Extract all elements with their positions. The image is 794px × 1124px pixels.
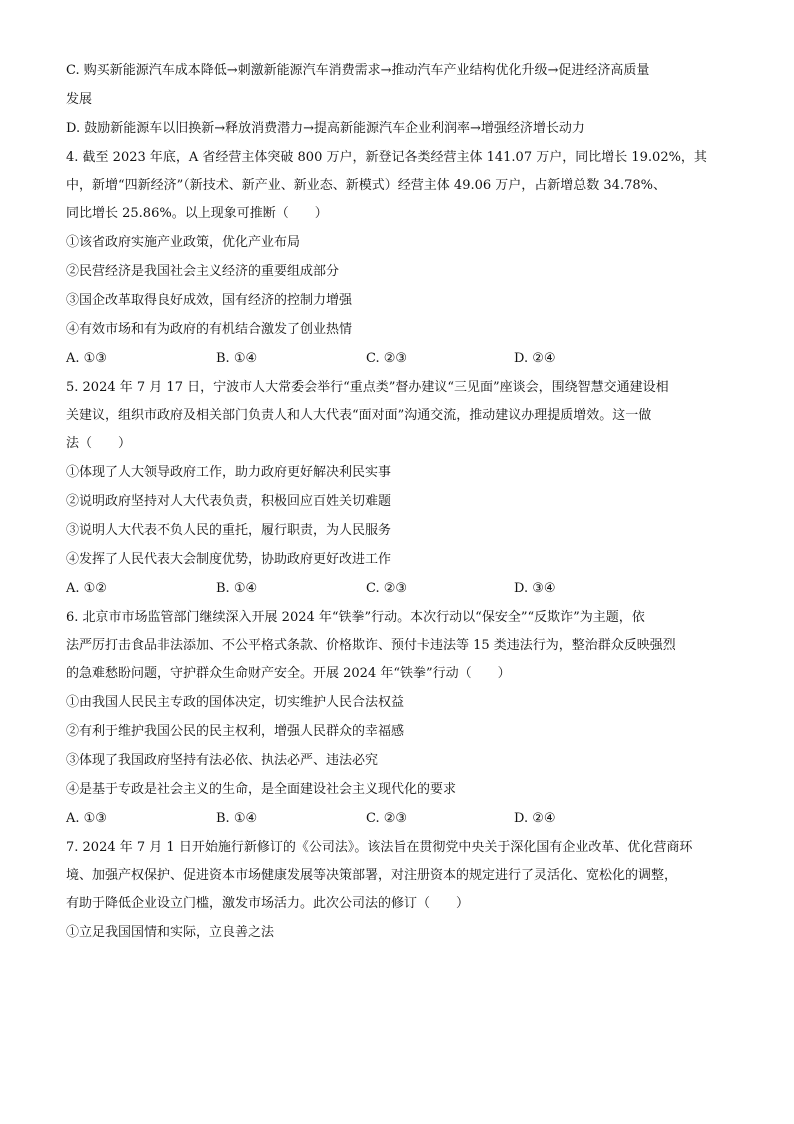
q6-stem-line3: 的急难愁盼问题，守护群众生命财产安全。开展 2024 年“铁拳”行动（ ） bbox=[66, 666, 511, 681]
q7-statement-1: ①立足我国国情和实际，立良善之法 bbox=[66, 925, 275, 940]
q3-option-c-line1: C. 购买新能源汽车成本降低→刺激新能源汽车消费需求→推动汽车产业结构优化升级→促进经济高质量 bbox=[66, 63, 650, 78]
q6-option-a: A. ①③ bbox=[66, 811, 107, 826]
q4-statement-3: ③国企改革取得良好成效，国有经济的控制力增强 bbox=[66, 293, 353, 308]
q6-stem-line1: 6. 北京市市场监管部门继续深入开展 2024 年“铁拳”行动。本次行动以“保安全”“反欺诈”为主题，依 bbox=[66, 610, 645, 625]
q7-stem-line3: 有助于降低企业设立门槛，激发市场活力。此次公司法的修订（ ） bbox=[66, 896, 470, 911]
q5-option-c: C. ②③ bbox=[366, 581, 408, 596]
q6-statement-2: ②有利于维护我国公民的民主权利，增强人民群众的幸福感 bbox=[66, 724, 405, 739]
q5-option-a: A. ①② bbox=[66, 581, 107, 596]
q5-stem-line3: 法（ ） bbox=[66, 436, 132, 451]
q5-statement-4: ④发挥了人民代表大会制度优势，协助政府更好改进工作 bbox=[66, 552, 392, 567]
q5-option-b: B. ①④ bbox=[216, 581, 258, 596]
q6-option-b: B. ①④ bbox=[216, 811, 258, 826]
q4-options bbox=[66, 349, 730, 369]
q4-stem-line1: 4. 截至 2023 年底，A 省经营主体突破 800 万户，新登记各类经营主体 141.07 万户，同比增长 19.02%，其 bbox=[66, 150, 707, 165]
q6-options bbox=[66, 809, 730, 829]
q6-statement-3: ③体现了我国政府坚持有法必依、执法必严、违法必究 bbox=[66, 753, 379, 768]
q4-option-d: D. ②④ bbox=[514, 351, 556, 366]
q5-statement-1: ①体现了人大领导政府工作，助力政府更好解决利民实事 bbox=[66, 465, 392, 480]
q6-statement-1: ①由我国人民民主专政的国体决定，切实维护人民合法权益 bbox=[66, 695, 405, 710]
q3-option-c-line2: 发展 bbox=[66, 92, 93, 107]
q4-stem-line3: 同比增长 25.86%。以上现象可推断（ ） bbox=[66, 206, 328, 221]
q5-stem-line1: 5. 2024 年 7 月 17 日，宁波市人大常委会举行“重点类”督办建议“三见面”座谈会，围绕智慧交通建设相 bbox=[66, 380, 669, 395]
q4-statement-2: ②民营经济是我国社会主义经济的重要组成部分 bbox=[66, 264, 340, 279]
q7-stem-line2: 境、加强产权保护、促进资本市场健康发展等决策部署，对注册资本的规定进行了灵活化、宽松化的调整， bbox=[66, 868, 678, 883]
q4-option-b: B. ①④ bbox=[216, 351, 258, 366]
q5-statement-3: ③说明人大代表不负人民的重托，履行职责，为人民服务 bbox=[66, 523, 392, 538]
q6-stem-line2: 法严厉打击食品非法添加、不公平格式条款、价格欺诈、预付卡违法等 15 类违法行为，整治群众反映强烈 bbox=[66, 638, 676, 653]
q6-option-c: C. ②③ bbox=[366, 811, 408, 826]
q5-options bbox=[66, 579, 730, 599]
q4-statement-4: ④有效市场和有为政府的有机结合激发了创业热情 bbox=[66, 322, 353, 337]
q4-option-c: C. ②③ bbox=[366, 351, 408, 366]
q6-option-d: D. ②④ bbox=[514, 811, 556, 826]
q6-statement-4: ④是基于专政是社会主义的生命，是全面建设社会主义现代化的要求 bbox=[66, 782, 457, 797]
q4-statement-1: ①该省政府实施产业政策，优化产业布局 bbox=[66, 235, 301, 250]
q5-statement-2: ②说明政府坚持对人大代表负责，积极回应百姓关切难题 bbox=[66, 494, 392, 509]
q5-stem-line2: 关建议，组织市政府及相关部门负责人和人大代表“面对面”沟通交流，推动建议办理提质增效。这一做 bbox=[66, 408, 652, 423]
q5-option-d: D. ③④ bbox=[514, 581, 556, 596]
q7-stem-line1: 7. 2024 年 7 月 1 日开始施行新修订的《公司法》。该法旨在贯彻党中央关于深化国有企业改革、优化营商环 bbox=[66, 840, 693, 855]
q4-stem-line2: 中，新增“四新经济”（新技术、新产业、新业态、新模式）经营主体 49.06 万户，占新增总数 34.78%、 bbox=[66, 178, 666, 193]
q4-option-a: A. ①③ bbox=[66, 351, 107, 366]
q3-option-d: D. 鼓励新能源车以旧换新→释放消费潜力→提高新能源汽车企业利润率→增强经济增长动力 bbox=[66, 121, 585, 136]
